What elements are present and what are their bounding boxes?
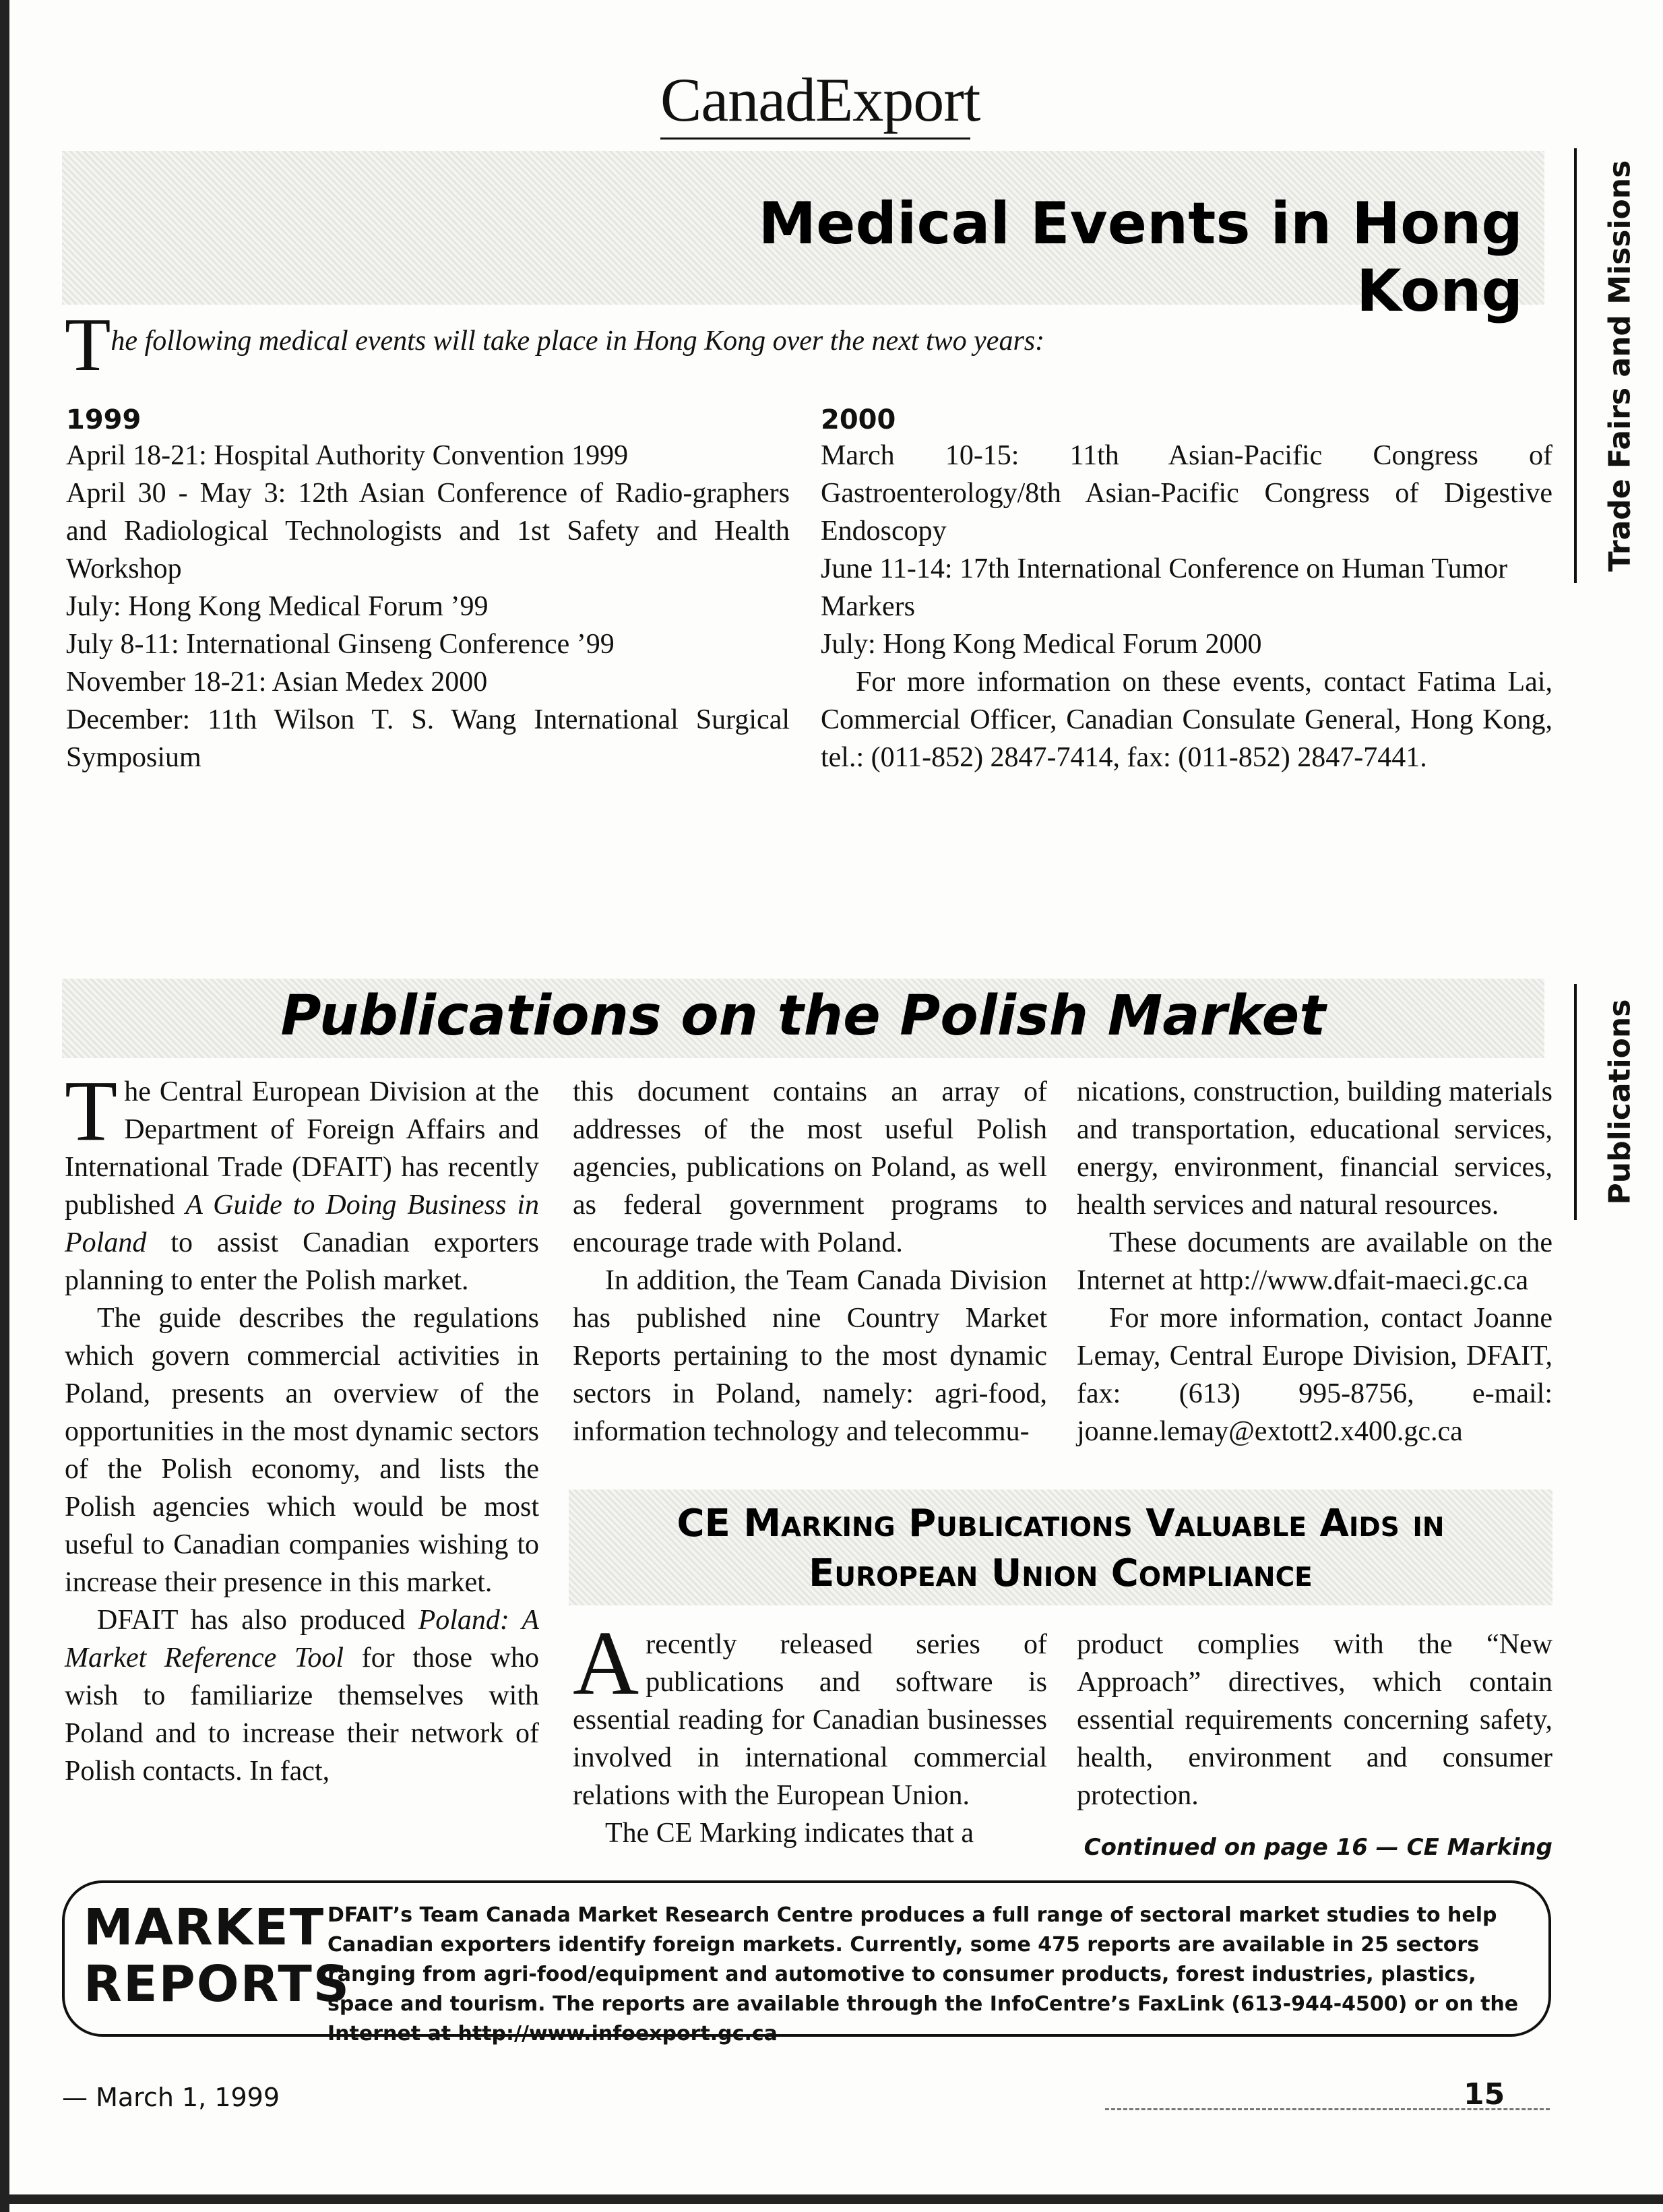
ce-paragraph xyxy=(573,1613,1047,1814)
reference-tool-title: Poland: A Market Reference Tool xyxy=(65,1605,539,1673)
event-1999: April 30 - May 3: 12th Asian Conference of Radio-graphers and Radiological Technologists and 1st Safety and Health Workshop xyxy=(66,478,790,584)
medical-title: Medical Events in Hong Kong xyxy=(758,190,1523,325)
polish-column-3 xyxy=(1077,1073,1552,1450)
polish-paragraph xyxy=(65,1601,539,1790)
ce-paragraph: product complies with the “New Approach” directives, which contain essential requirements concerning safety, health, environment and consumer protection. xyxy=(1077,1629,1552,1811)
event-2000: June 11-14: 17th International Conference on Human Tumor Markers xyxy=(821,553,1508,622)
polish-paragraph: In addition, the Team Canada Division has published nine Country Market Reports pertaining to the most dynamic sectors in Poland, namely: agri-food, information technology and telecommu- xyxy=(573,1265,1047,1447)
polish-paragraph: These documents are available on the Internet at http://www.dfait-maeci.gc.ca xyxy=(1077,1227,1552,1296)
polish-paragraph xyxy=(65,1063,539,1299)
event-1999: July 8-11: International Ginseng Conference ’99 xyxy=(66,629,615,660)
page-number: 15 xyxy=(1464,2077,1505,2112)
side-tab-trade-fairs xyxy=(1574,148,1663,583)
year-2000: 2000 xyxy=(821,404,896,435)
market-reports-title-line-1: MARKET xyxy=(84,1899,325,1957)
medical-intro-text: he following medical events will take place in Hong Kong over the next two years: xyxy=(111,326,1045,357)
polish-dropcap: T xyxy=(65,1063,118,1159)
events-2000-column xyxy=(821,403,1552,776)
polish-column-2 xyxy=(573,1073,1047,1450)
event-2000: July: Hong Kong Medical Forum 2000 xyxy=(821,629,1262,660)
footer-date: — March 1, 1999 xyxy=(62,2083,280,2112)
event-1999: July: Hong Kong Medical Forum ’99 xyxy=(66,591,489,622)
polish-title: Publications on the Polish Market xyxy=(280,984,1326,1048)
medical-contact: For more information on these events, contact Fatima Lai, Commercial Officer, Canadian Consulate General, Hong Kong, tel.: (011-852) 2847-7414, fax: (011-852) 2847-7441. xyxy=(821,667,1552,773)
medical-intro-dropcap: T xyxy=(65,303,111,387)
ce-column-2 xyxy=(1077,1626,1552,1814)
side-tab-publications xyxy=(1574,984,1663,1220)
ce-title-line-2: European Union Compliance xyxy=(809,1552,1313,1595)
ce-column-1 xyxy=(573,1613,1047,1852)
year-1999: 1999 xyxy=(66,404,142,435)
event-1999: December: 11th Wilson T. S. Wang International Surgical Symposium xyxy=(66,704,790,773)
polish-paragraph: The guide describes the regulations which govern commercial activities in Poland, presents an overview of the opportunities in the most dynamic sectors of the Polish economy, and lists the Polish agencies which would be most useful to Canadian companies wishing to increase their presence in this market. xyxy=(65,1303,539,1598)
market-reports-title-line-2: REPORTS xyxy=(84,1955,351,2013)
polish-paragraph: this document contains an array of addresses of the most useful Polish agencies, publications on Poland, as well as federal government programs to encourage trade with Poland. xyxy=(573,1076,1047,1258)
polish-text: he Central European Division at the Department of Foreign Affairs and International Trade (DFAIT) has recently published xyxy=(65,1076,539,1221)
ce-continued-link[interactable]: Continued on page 16 — CE Marking xyxy=(1084,1834,1552,1861)
ce-paragraph: The CE Marking indicates that a xyxy=(605,1818,974,1849)
event-1999: November 18-21: Asian Medex 2000 xyxy=(66,667,488,698)
market-reports-text: DFAIT’s Team Canada Market Research Centre produces a full range of sectoral market studies to help Canadian exporters identify foreign markets. Currently, some 475 reports are available in 25 sectors ranging from agri-food/equipment and automotive to consumer products, forest industries, plastics, space and tourism. The reports are available through the InfoCentre’s FaxLink (613-944-4500) or on the Internet at http://www.infoexport.gc.ca xyxy=(327,1903,1519,2046)
side-tab-publications-label: Publications xyxy=(1602,999,1637,1205)
polish-paragraph: For more information, contact Joanne Lemay, Central Europe Division, DFAIT, fax: (613) 995-8756, e-mail: joanne.lemay@extott2.x400.gc.ca xyxy=(1077,1303,1552,1447)
polish-text: to assist Canadian exporters planning to enter the Polish market. xyxy=(65,1227,539,1296)
event-1999: April 18-21: Hospital Authority Convention 1999 xyxy=(66,440,629,471)
scan-left-edge xyxy=(0,0,9,2212)
medical-intro xyxy=(65,303,1547,387)
market-reports-title xyxy=(84,1899,350,2013)
ce-title xyxy=(569,1499,1552,1599)
ce-text: recently released series of publications and software is essential reading for Canadian businesses involved in international commercial relations with the European Union. xyxy=(573,1629,1047,1811)
polish-paragraph: nications, construction, building materials and transportation, educational services, energy, environment, financial services, health services and natural resources. xyxy=(1077,1076,1552,1221)
masthead: CanadExport xyxy=(660,66,970,140)
scan-bottom-edge xyxy=(0,2194,1663,2204)
events-1999-column xyxy=(66,403,790,776)
polish-text: for those who wish to familiarize themselves with Poland and to increase their network of Polish contacts. In fact, xyxy=(65,1642,539,1787)
event-2000: March 10-15: 11th Asian-Pacific Congress of Gastroenterology/8th Asian-Pacific Congress of Digestive Endoscopy xyxy=(821,440,1552,547)
polish-text: DFAIT has also produced xyxy=(97,1605,418,1636)
guide-title: A Guide to Doing Business in Poland xyxy=(65,1190,539,1258)
side-tab-trade-fairs-label: Trade Fairs and Missions xyxy=(1602,160,1637,572)
ce-dropcap: A xyxy=(573,1613,639,1714)
ce-title-line-1: CE Marking Publications Valuable Aids in xyxy=(677,1502,1445,1545)
polish-column-1 xyxy=(65,1063,539,1790)
